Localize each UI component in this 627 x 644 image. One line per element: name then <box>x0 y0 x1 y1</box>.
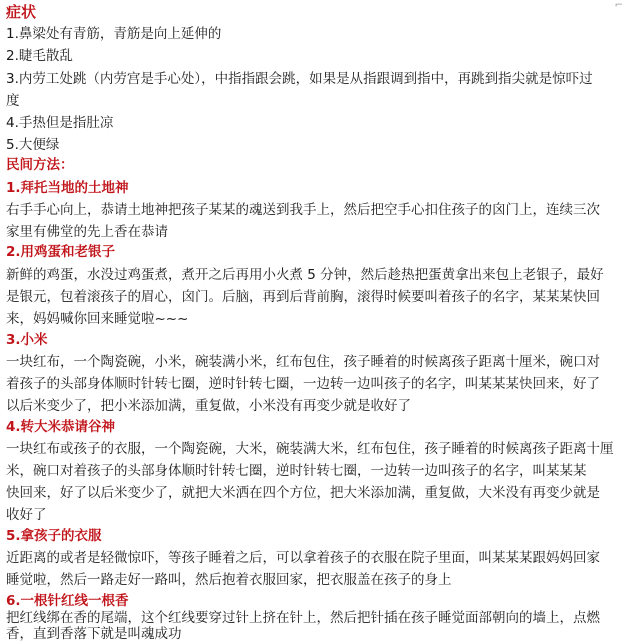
method-line: 一块红布或孩子的衣服，一个陶瓷碗，大米，碗装满大米，红布包住，孩子睡着的时候离孩子距离十厘 <box>6 441 614 457</box>
method-title: 1.拜托当地的土地神 <box>6 180 129 196</box>
method-line: 以后米变少了，把小米添加满，重复做，小米没有再变少就是收好了 <box>6 398 411 414</box>
method-line: 新鲜的鸡蛋，水没过鸡蛋煮，煮开之后再用小火煮 5 分钟，然后趁热把蛋黄拿出来包上老银子，最好 <box>6 267 604 283</box>
method-line: 香，直到香落下就是叫魂成功 <box>6 626 182 642</box>
method-line: 右手手心向上，恭请土地神把孩子某某的魂送到我手上，然后把空手心扣住孩子的囟门上，连续三次 <box>6 202 600 218</box>
method-line: 来，妈妈喊你回来睡觉啦~~~ <box>6 311 189 327</box>
method-line: 睡觉啦，然后一路走好一路叫，然后抱着衣服回家，把衣服盖在孩子的身上 <box>6 572 452 588</box>
method-line: 近距离的或者是轻微惊吓，等孩子睡着之后，可以拿着孩子的衣服在院子里面，叫某某某跟妈妈回家 <box>6 550 600 566</box>
corner-mark: ⌐ <box>614 0 623 11</box>
method-line: 把红线绑在香的尾端，这个红线要穿过针上挤在针上，然后把针插在孩子睡觉面部朝向的墙上，点燃 <box>6 610 600 626</box>
method-title: 6.一根针红线一根香 <box>6 593 129 609</box>
method-line: 快回来，好了以后米变少了，就把大米洒在四个方位，把大米添加满，重复做，大米没有再变少就是 <box>6 485 600 501</box>
method-title: 5.拿孩子的衣服 <box>6 528 102 544</box>
symptoms-heading: 症状 <box>6 3 37 21</box>
symptom-line: 1.鼻梁处有青筋，青筋是向上延伸的 <box>6 26 222 42</box>
symptom-line: 4.手热但是指肚凉 <box>6 115 114 131</box>
method-title: 2.用鸡蛋和老银子 <box>6 244 116 260</box>
method-line: 一块红布，一个陶瓷碗，小米，碗装满小米，红布包住，孩子睡着的时候离孩子距离十厘米，碗口对 <box>6 354 600 370</box>
method-line: 收好了 <box>6 507 47 523</box>
method-line: 是银元，包着滚孩子的眉心，囟门。后脑，再到后背前胸，滚得时候要叫着孩子的名字，某某某快回 <box>6 289 600 305</box>
symptom-line: 2.睫毛散乱 <box>6 48 73 64</box>
method-line: 家里有佛堂的先上香在恭请 <box>6 224 168 240</box>
method-title: 3.小米 <box>6 332 48 348</box>
symptom-line: 5.大便绿 <box>6 137 60 153</box>
folk-methods-heading: 民间方法： <box>6 157 74 173</box>
method-title: 4.转大米恭请谷神 <box>6 419 116 435</box>
method-line: 着孩子的头部身体顺时针转七圈，逆时针转七圈，一边转一边叫孩子的名字，叫某某某快回来，好了 <box>6 376 600 392</box>
symptom-line: 度 <box>6 93 20 109</box>
method-line: 米，碗口对着孩子的头部身体顺时针转七圈，逆时针转七圈，一边转一边叫孩子的名字，叫某某某 <box>6 463 587 479</box>
symptom-line: 3.内劳工处跳（内劳宫是手心处），中指指跟会跳，如果是从指跟调到指中，再跳到指尖就是惊吓过 <box>6 71 593 87</box>
